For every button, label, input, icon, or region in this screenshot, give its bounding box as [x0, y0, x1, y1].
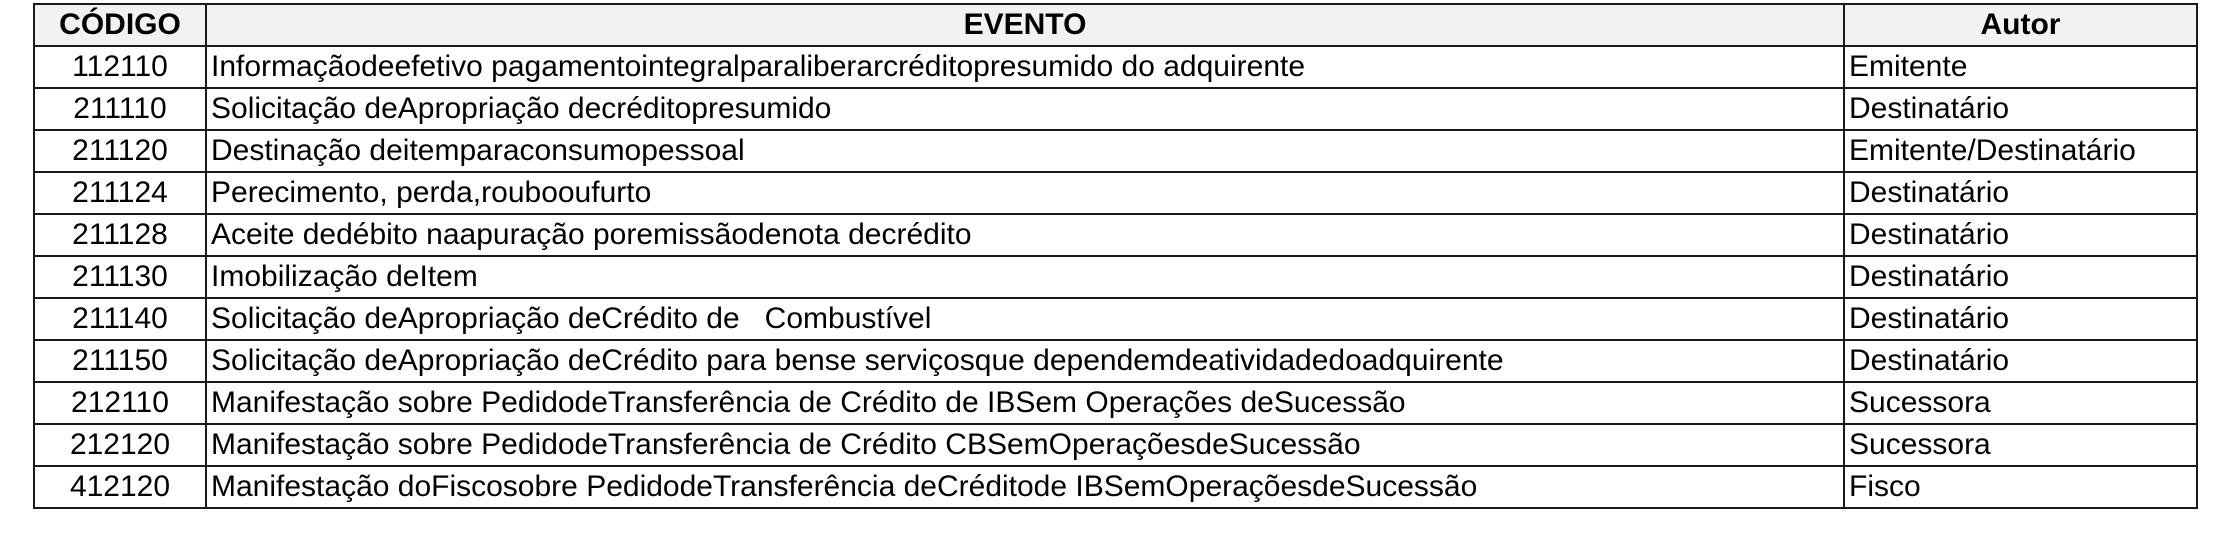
cell-author: Destinatário — [1844, 298, 2197, 340]
cell-event: Aceite dedébito naapuração poremissãodenota decrédito — [206, 214, 1844, 256]
cell-code: 212120 — [34, 424, 206, 466]
cell-author: Emitente — [1844, 46, 2197, 88]
table-row — [34, 340, 2197, 382]
cell-author: Destinatário — [1844, 88, 2197, 130]
table-row — [34, 46, 2197, 88]
cell-event: Manifestação doFiscosobre PedidodeTransferência deCréditode IBSemOperaçõesdeSucessão — [206, 466, 1844, 508]
cell-code: 211120 — [34, 130, 206, 172]
cell-code: 211140 — [34, 298, 206, 340]
cell-event: Destinação deitemparaconsumopessoal — [206, 130, 1844, 172]
table-row — [34, 382, 2197, 424]
cell-author: Sucessora — [1844, 424, 2197, 466]
cell-event: Manifestação sobre PedidodeTransferência de Crédito CBSemOperaçõesdeSucessão — [206, 424, 1844, 466]
cell-event: Solicitação deApropriação decréditopresumido — [206, 88, 1844, 130]
cell-event: Solicitação deApropriação deCrédito de Combustível — [206, 298, 1844, 340]
table-row — [34, 424, 2197, 466]
cell-code: 211124 — [34, 172, 206, 214]
header-event: EVENTO — [206, 4, 1844, 46]
cell-author: Destinatário — [1844, 214, 2197, 256]
cell-code: 211130 — [34, 256, 206, 298]
header-code: CÓDIGO — [34, 4, 206, 46]
header-author: Autor — [1844, 4, 2197, 46]
cell-author: Destinatário — [1844, 172, 2197, 214]
cell-event: Solicitação deApropriação deCrédito para bense serviçosque dependemdeatividadedoadquirente — [206, 340, 1844, 382]
cell-author: Emitente/Destinatário — [1844, 130, 2197, 172]
events-table — [33, 3, 2198, 509]
cell-code: 211110 — [34, 88, 206, 130]
table-row — [34, 256, 2197, 298]
table-row — [34, 466, 2197, 508]
cell-author: Sucessora — [1844, 382, 2197, 424]
cell-event: Informaçãodeefetivo pagamentointegralparaliberarcréditopresumido do adquirente — [206, 46, 1844, 88]
table-row — [34, 172, 2197, 214]
table-row — [34, 130, 2197, 172]
cell-code: 412120 — [34, 466, 206, 508]
table-header-row — [34, 4, 2197, 46]
cell-author: Destinatário — [1844, 340, 2197, 382]
cell-event: Perecimento, perda,roubooufurto — [206, 172, 1844, 214]
table-row — [34, 214, 2197, 256]
cell-author: Fisco — [1844, 466, 2197, 508]
events-table-container — [33, 3, 2196, 509]
cell-code: 211128 — [34, 214, 206, 256]
cell-event: Manifestação sobre PedidodeTransferência de Crédito de IBSem Operações deSucessão — [206, 382, 1844, 424]
table-row — [34, 298, 2197, 340]
table-row — [34, 88, 2197, 130]
cell-code: 212110 — [34, 382, 206, 424]
cell-event: Imobilização deItem — [206, 256, 1844, 298]
cell-code: 112110 — [34, 46, 206, 88]
cell-author: Destinatário — [1844, 256, 2197, 298]
cell-code: 211150 — [34, 340, 206, 382]
